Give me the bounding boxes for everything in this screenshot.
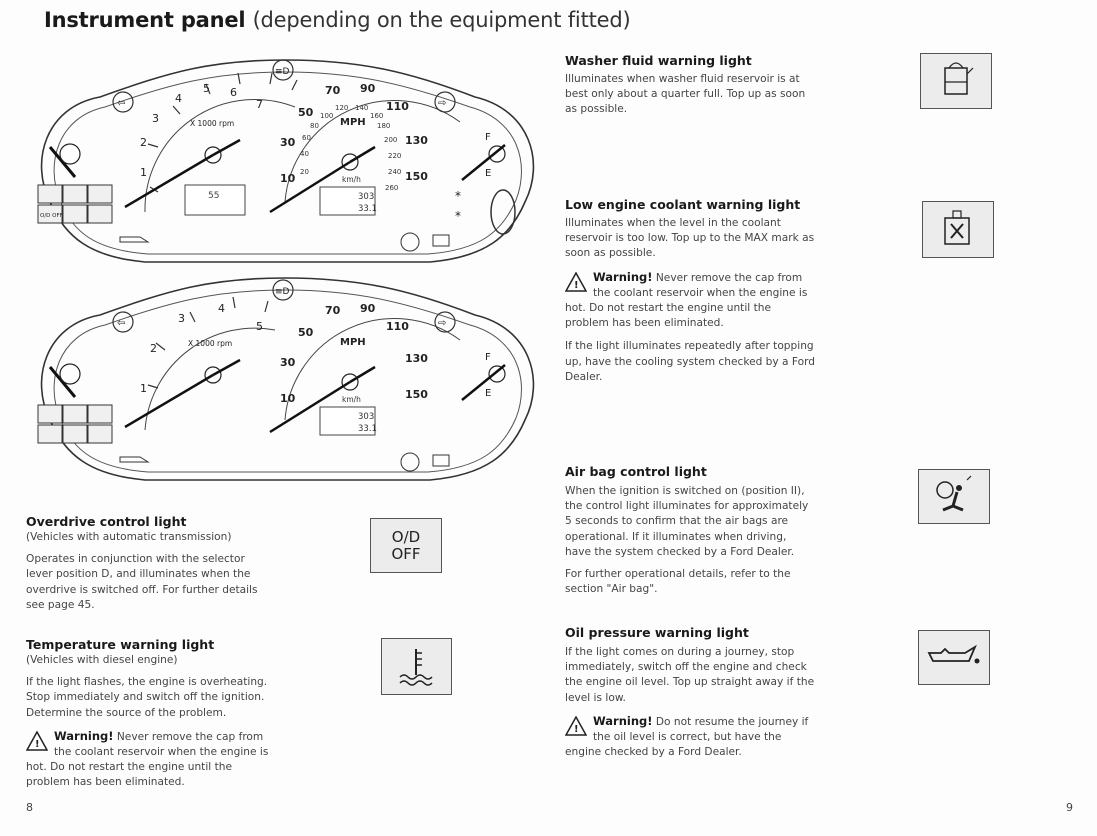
fuel-empty-label: E: [485, 168, 492, 179]
mph2-tick-50: 50: [298, 326, 314, 339]
section-washer: [565, 53, 813, 118]
section-title: Air bag control light: [565, 464, 707, 479]
headlight-icon: ≡D: [275, 67, 290, 77]
section-note: (Vehicles with automatic transmission): [26, 531, 232, 543]
section-airbag: [565, 464, 815, 597]
indicator-right-icon: ⇨: [438, 98, 447, 109]
fuel-full-label: F: [485, 132, 491, 143]
mph-label: MPH: [340, 117, 366, 128]
warning-label: Warning!: [593, 713, 653, 728]
section-title: Overdrive control light: [26, 514, 187, 529]
kmh-tick-180: 180: [377, 122, 391, 130]
odo-trip: 33.1: [358, 204, 377, 214]
section-title: Low engine coolant warning light: [565, 197, 801, 212]
tacho-tick-5: 5: [203, 82, 210, 95]
tacho2-tick-3: 3: [178, 312, 185, 325]
kmh-tick-140: 140: [355, 104, 369, 112]
mph-tick-30: 30: [280, 136, 296, 149]
tacho-tick-2: 2: [140, 136, 147, 149]
rpm2-label: X 1000 rpm: [188, 339, 233, 348]
mph2-tick-90: 90: [360, 302, 376, 315]
airbag-icon: [918, 469, 990, 524]
kmh-tick-240: 240: [388, 168, 402, 176]
title-subtitle: (depending on the equipment fitted): [252, 8, 631, 32]
tacho-tick-6: 6: [230, 86, 237, 99]
frost-icon: *: [455, 189, 461, 203]
section-overdrive: [26, 514, 274, 613]
mph-tick-70: 70: [325, 84, 341, 97]
warning-block: [565, 270, 815, 332]
coolant-level-icon: [922, 201, 994, 258]
mph-tick-150: 150: [405, 170, 428, 183]
warning-block: [565, 714, 815, 761]
od-off-small: O/D OFF: [40, 213, 63, 219]
mph2-tick-150: 150: [405, 388, 428, 401]
washer-fluid-icon: [920, 53, 992, 109]
mph2-tick-110: 110: [386, 320, 409, 333]
kmh-tick-120: 120: [335, 104, 349, 112]
rpm-label: X 1000 rpm: [190, 119, 235, 128]
section-body-2: For further operational details, refer to the section "Air bag".: [565, 568, 791, 596]
section-title: Washer fluid warning light: [565, 53, 752, 68]
section-body: If the light comes on during a journey, stop immediately, switch off the engine and check the engine oil level. Top up straight away if the level is low.: [565, 646, 815, 704]
indicator-left-icon-2: ⇦: [117, 318, 126, 329]
mph-tick-90: 90: [360, 82, 376, 95]
mph2-tick-130: 130: [405, 352, 428, 365]
kmh-tick-80: 80: [310, 122, 319, 130]
tacho2-tick-1: 1: [140, 382, 147, 395]
od-off-line1: O/D: [391, 527, 421, 546]
warning-triangle-icon: [26, 731, 48, 751]
warning-triangle-icon: [565, 716, 587, 736]
indicator-right-icon-2: ⇨: [438, 318, 447, 329]
warning-block: [26, 729, 276, 791]
tacho2-tick-5: 5: [256, 320, 263, 333]
section-coolant: [565, 197, 815, 385]
kmh-tick-40: 40: [300, 150, 309, 158]
kmh-tick-100: 100: [320, 112, 334, 120]
range-display: 55: [208, 191, 220, 201]
warning-text: Do not resume the journey if the oil level is correct, but have the engine checked by a Ford Dealer.: [565, 715, 809, 759]
warning-text: Never remove the cap from the coolant reservoir when the engine is hot. Do not restart the engine until the problem has been eliminated.: [26, 730, 269, 789]
kmh-tick-260: 260: [385, 184, 399, 192]
od-off-line2: OFF: [391, 544, 421, 563]
indicator-left-icon: ⇦: [117, 98, 126, 109]
svg-text:!: !: [574, 279, 579, 291]
tacho-tick-1: 1: [140, 166, 147, 179]
fuel2-empty-label: E: [485, 388, 492, 399]
warning-label: Warning!: [54, 728, 114, 743]
kmh-tick-200: 200: [384, 136, 398, 144]
section-temperature: [26, 637, 276, 791]
warning-triangle-icon: [565, 272, 587, 292]
page-number-right: 9: [1066, 801, 1073, 814]
oil-pressure-icon: [918, 630, 990, 685]
kmh2-label: km/h: [342, 395, 361, 404]
mph-tick-50: 50: [298, 106, 314, 119]
warning-label: Warning!: [593, 269, 653, 284]
temperature-icon: [381, 638, 452, 695]
section-title: Temperature warning light: [26, 637, 215, 652]
tacho-tick-4: 4: [175, 92, 182, 105]
section-oil: [565, 625, 815, 760]
kmh-label: km/h: [342, 175, 361, 184]
mph2-tick-70: 70: [325, 304, 341, 317]
section-body: When the ignition is switched on (position II), the control light illuminates for approximately 5 seconds to confirm that the air bags are operational. If it illuminates when driving, have the system checked by a Ford Dealer.: [565, 485, 809, 558]
odo2-total: 303: [358, 412, 375, 422]
fuel2-full-label: F: [485, 352, 491, 363]
page-title: [44, 8, 630, 32]
headlight-icon-2: ≡D: [275, 287, 290, 297]
svg-text:!: !: [35, 738, 40, 750]
warning-text: Never remove the cap from the coolant reservoir when the engine is hot. Do not restart the engine until the problem has been eliminated.: [565, 271, 808, 330]
od-off-icon: [370, 518, 442, 573]
title-main: Instrument panel: [44, 8, 246, 32]
tacho-tick-7: 7: [256, 98, 263, 111]
svg-text:!: !: [574, 723, 579, 735]
section-body: Operates in conjunction with the selector lever position D, and illuminates when the overdrive is switched off. For further details see page 45.: [26, 553, 258, 611]
kmh-tick-60: 60: [302, 134, 311, 142]
kmh-tick-160: 160: [370, 112, 384, 120]
mph2-tick-10: 10: [280, 392, 296, 405]
page-number-left: 8: [26, 801, 33, 814]
section-body: Illuminates when the level in the coolant reservoir is too low. Top up to the MAX mark as soon as possible.: [565, 217, 815, 260]
tacho-tick-3: 3: [152, 112, 159, 125]
odo2-trip: 33.1: [358, 424, 377, 434]
instrument-cluster-2: [30, 270, 545, 488]
tacho2-tick-4: 4: [218, 302, 225, 315]
mph-tick-10: 10: [280, 172, 296, 185]
frost-icon-2: *: [455, 209, 461, 223]
odo-total: 303: [358, 192, 375, 202]
section-body: Illuminates when washer fluid reservoir is at best only about a quarter full. Top up as soon as possible.: [565, 73, 806, 116]
mph2-tick-30: 30: [280, 356, 296, 369]
kmh-tick-220: 220: [388, 152, 402, 160]
section-body-2: If the light illuminates repeatedly after topping up, have the cooling system checked by a Ford Dealer.: [565, 340, 815, 383]
mph-tick-130: 130: [405, 134, 428, 147]
section-title: Oil pressure warning light: [565, 625, 749, 640]
kmh-tick-20: 20: [300, 168, 309, 176]
mph-tick-110: 110: [386, 100, 409, 113]
section-body: If the light flashes, the engine is overheating. Stop immediately and switch off the ignition. Determine the source of the problem.: [26, 676, 268, 719]
instrument-cluster-1: [30, 52, 545, 270]
mph2-label: MPH: [340, 337, 366, 348]
tacho2-tick-2: 2: [150, 342, 157, 355]
section-note: (Vehicles with diesel engine): [26, 654, 178, 666]
